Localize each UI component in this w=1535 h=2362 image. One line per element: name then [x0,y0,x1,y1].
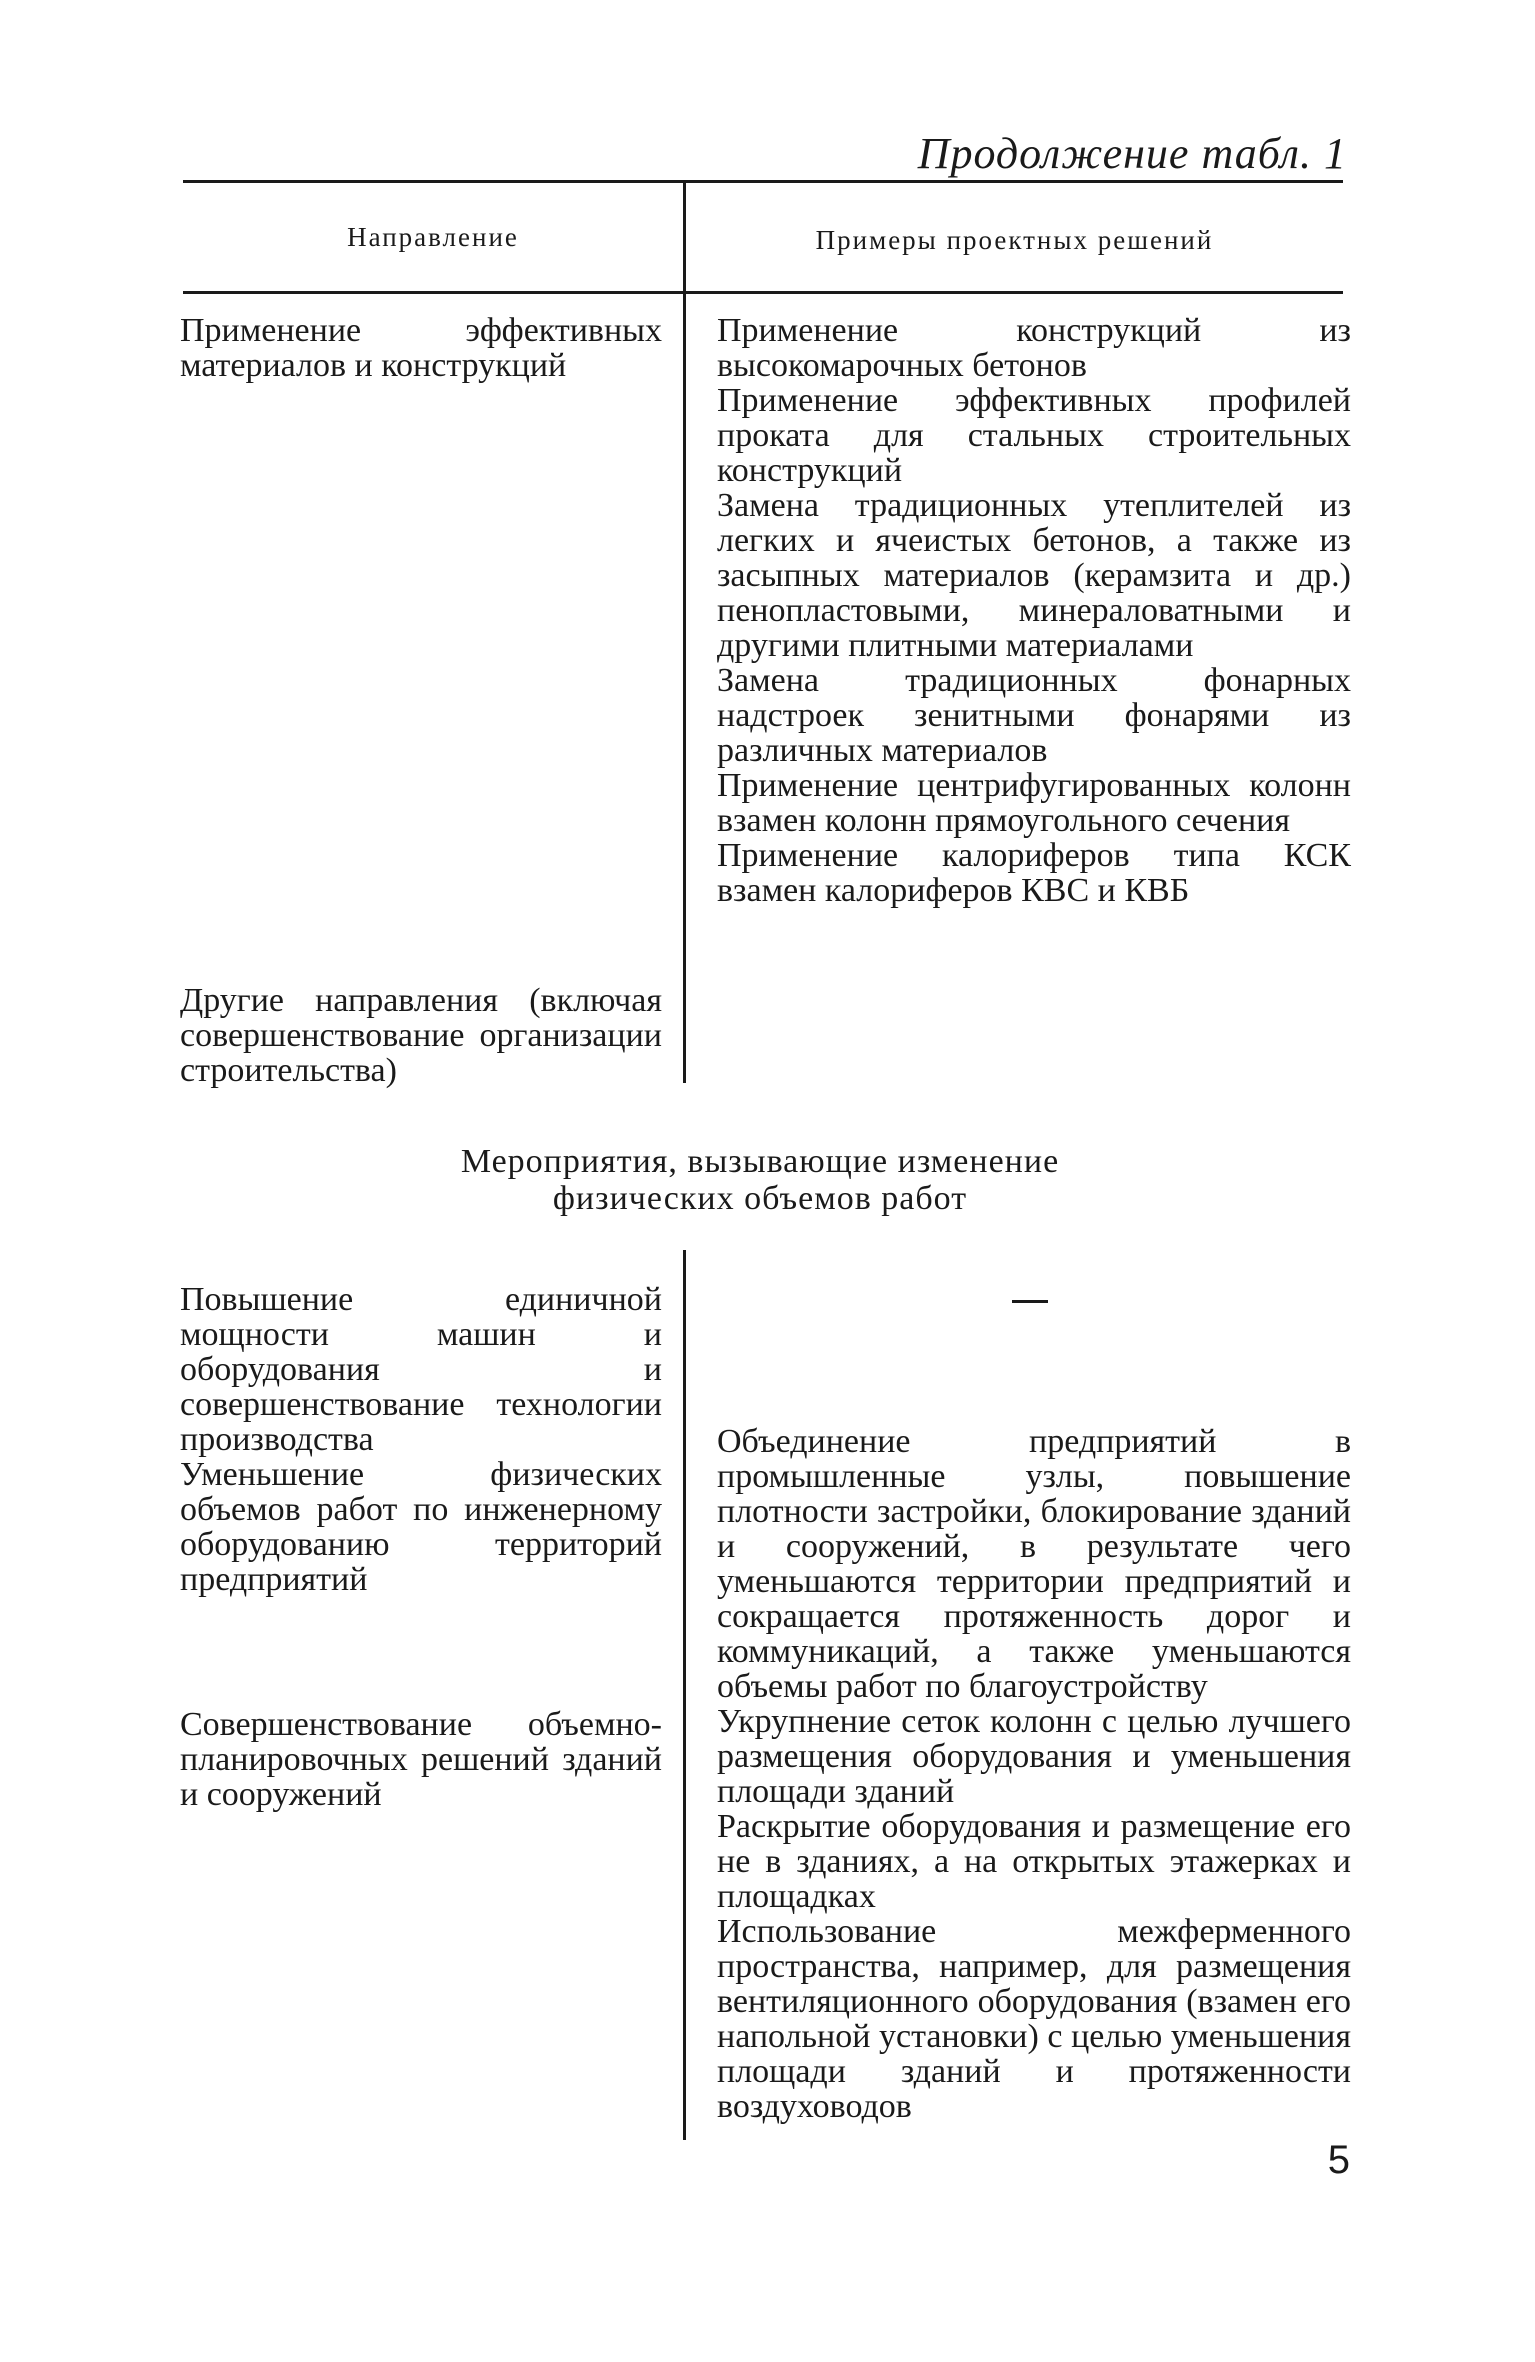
column-divider [683,183,686,1083]
top-rule [183,180,1343,183]
section-title: Мероприятия, вызывающие изменение физических объемов работ [460,1143,1060,1217]
direction-text: Применение эффективных материалов и конструкций [180,312,662,384]
direction-text: Другие направления (включая совершенствование организации строительства) [180,982,662,1089]
direction-text: Уменьшение физических объемов работ по инженерному оборудованию территорий предприятий [180,1456,662,1598]
column-divider-2 [683,1250,686,2140]
example-text: Применение конструкций из высокомарочных бетонов [717,312,1351,384]
header-rule [183,291,1343,294]
empty-cell-dash [1012,1300,1048,1303]
header-direction: Направление [347,222,519,252]
example-text: Применение центрифугированных колонн взамен колонн прямоугольного сечения [717,767,1351,839]
example-text: Применение калориферов типа КСК взамен калориферов КВС и КВБ [717,837,1351,909]
example-text: Замена традиционных фонарных надстроек зенитными фонарями из различных материалов [717,662,1351,769]
example-text: Использование межферменного пространства, например, для размещения вентиляционного оборудования (взамен его напольной установки) с целью уменьшения площади зданий и протяженности воздуховодов [717,1913,1351,2125]
example-text: Укрупнение сеток колонн с целью лучшего размещения оборудования и уменьшения площади зданий [717,1703,1351,1810]
cell-right-examples-1 [717,313,1351,908]
cell-left-effective-materials [180,313,662,383]
cell-left-space-planning [180,1707,662,1812]
cell-right-examples-2 [717,1424,1351,2124]
page-number: 5 [1327,2138,1350,2182]
cell-left-other-directions [180,983,662,1088]
direction-text: Повышение единичной мощности машин и оборудования и совершенствование технологии производства [180,1281,662,1458]
table-caption: Продолжение табл. 1 [917,129,1347,178]
example-text: Объединение предприятий в промышленные узлы, повышение плотности застройки, блокирование зданий и сооружений, в результате чего уменьшаются территории предприятий и сокращается протяженность дорог и коммуникаций, а также уменьшаются объемы работ по благоустройству [717,1423,1351,1705]
example-text: Раскрытие оборудования и размещение его не в зданиях, а на открытых этажерках и площадках [717,1808,1351,1915]
example-text: Замена традиционных утеплителей из легких и ячеистых бетонов, а также из засыпных материалов (керамзита и др.) пенопластовыми, минераловатными и другими плитными материалами [717,487,1351,664]
cell-left-unit-power [180,1282,662,1597]
example-text: Применение эффективных профилей проката для стальных строительных конструкций [717,382,1351,489]
direction-text: Совершенствование объемно-планировочных решений зданий и сооружений [180,1706,662,1813]
header-examples: Примеры проектных решений [815,225,1214,255]
